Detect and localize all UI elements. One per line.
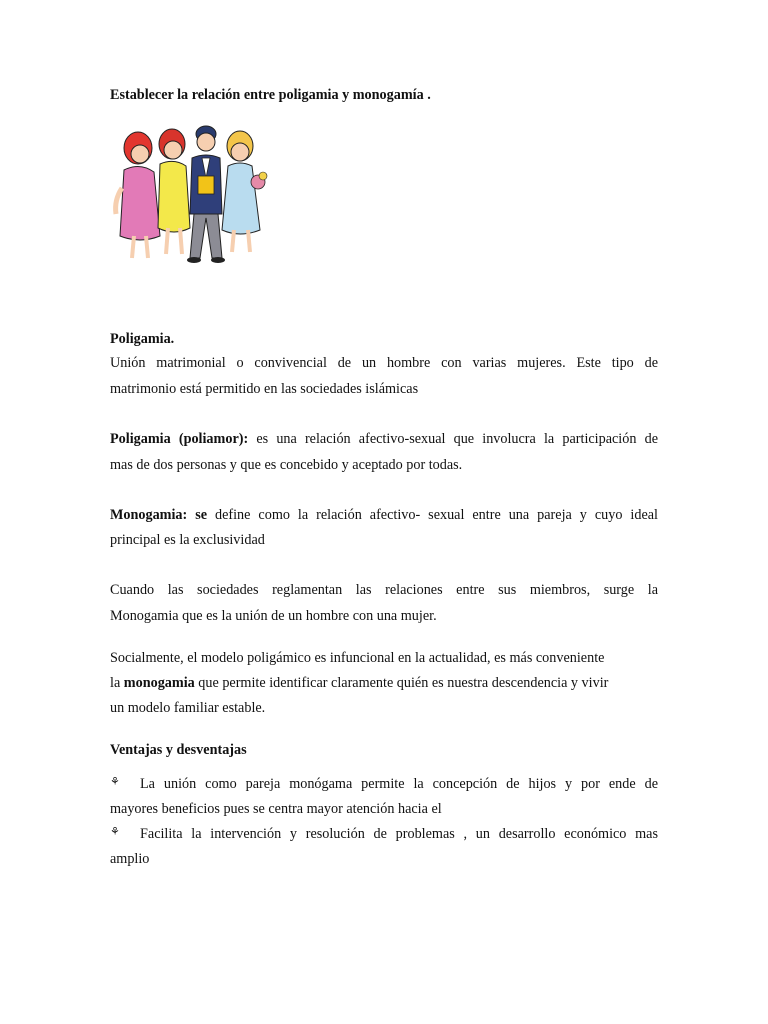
poliamor-line-2: mas de dos personas y que es concebido y aceptado por todas.: [110, 457, 463, 473]
poliamor-definition: es una relación afectivo-sexual que involucra la participación de: [248, 431, 658, 447]
social-line-1: Socialmente, el modelo poligámico es infuncional en la actualidad, es más conveniente: [110, 650, 605, 666]
cuando-line-2: Monogamia que es la unión de un hombre con una mujer.: [110, 608, 437, 624]
monogamia-line-1: [110, 506, 658, 524]
monogamia-term: Monogamia: se: [110, 507, 208, 523]
poligamia-text-line-2: matrimonio está permitido en las sociedades islámicas: [110, 381, 419, 397]
social-line-2: [110, 674, 658, 692]
social-line-2-pre: la: [110, 675, 124, 691]
social-line-3: un modelo familiar estable.: [110, 700, 266, 716]
social-line-2-post: que permite identificar claramente quién es nuestra descendencia y vivir: [194, 675, 609, 691]
document-title: Establecer la relación entre poligamia y monogamía .: [110, 87, 431, 103]
poliamor-term: Poligamia (poliamor):: [110, 431, 249, 447]
cuando-line-1: Cuando las sociedades reglamentan las relaciones entre sus miembros, surge la: [110, 582, 658, 598]
bullet-icon: ⚘: [110, 826, 120, 838]
monogamia-emphasis: monogamia: [123, 675, 195, 691]
monogamia-definition: define como la relación afectivo- sexual entre una pareja y cuyo ideal: [207, 507, 658, 523]
bullet-2-line-1: Facilita la intervención y resolución de problemas , un desarrollo económico mas: [140, 826, 658, 842]
bullet-1-line-2: mayores beneficios pues se centra mayor atención hacia el: [110, 801, 442, 817]
poligamia-heading: Poligamia.: [110, 331, 175, 347]
bullet-icon: ⚘: [110, 776, 120, 788]
monogamia-line-2: principal es la exclusividad: [110, 532, 265, 548]
cartoon-man-with-four-women-icon: [110, 118, 268, 268]
bullet-1-line-1: La unión como pareja monógama permite la concepción de hijos y por ende de: [140, 776, 658, 792]
bullet-2-line-2: amplio: [110, 851, 150, 867]
poliamor-line-1: [110, 430, 658, 448]
ventajas-heading: Ventajas y desventajas: [110, 742, 247, 758]
poligamia-text-line-1: Unión matrimonial o convivencial de un hombre con varias mujeres. Este tipo de: [110, 355, 658, 371]
